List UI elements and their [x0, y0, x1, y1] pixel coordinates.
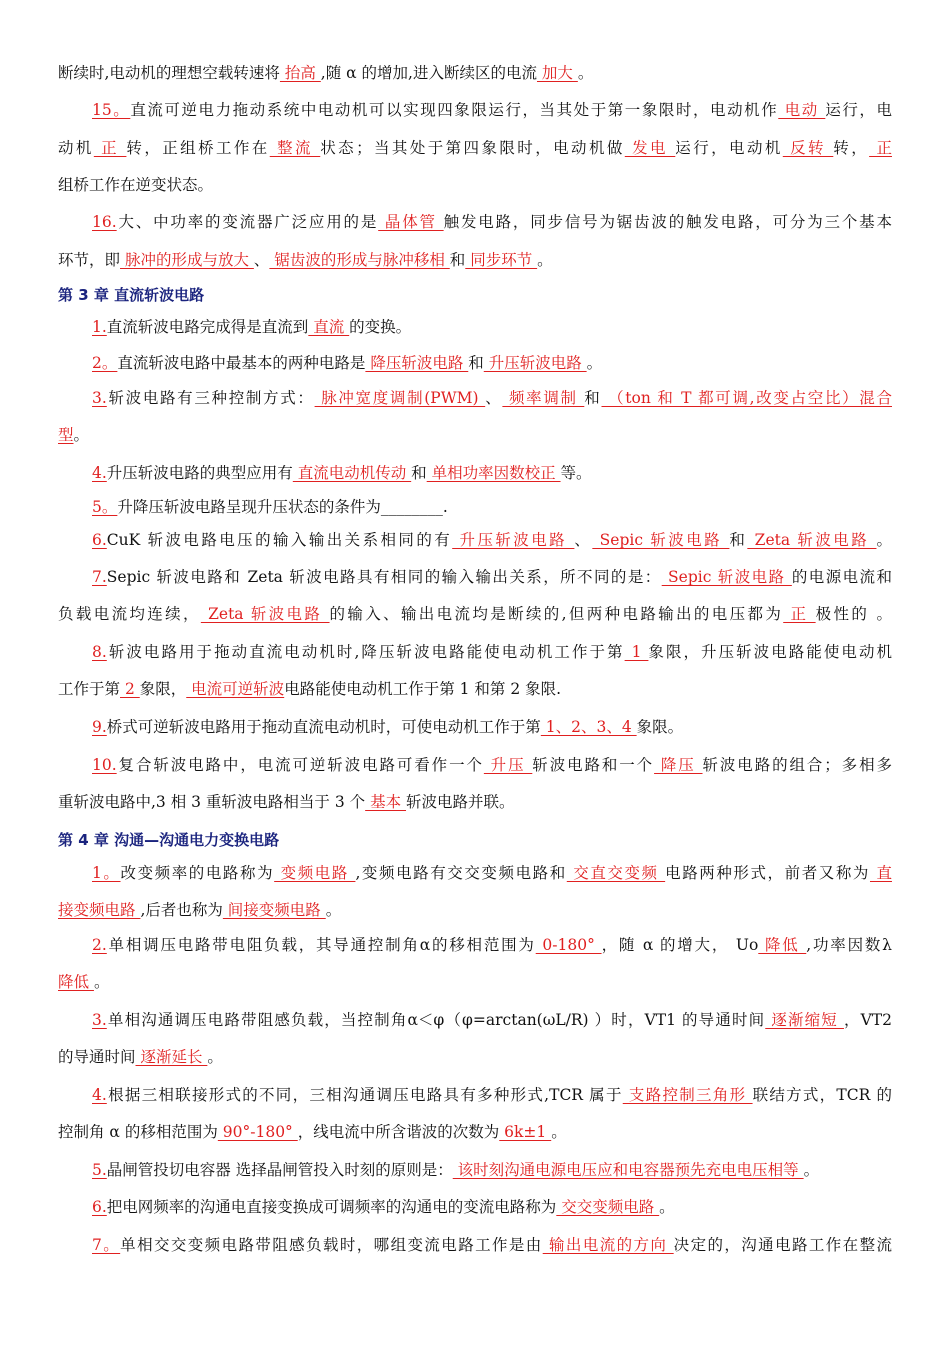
body-text: 电路能使电动机工作于第 1 和第 2 象限. [284, 680, 562, 698]
body-text: 的电源电流和 [791, 568, 892, 586]
answer-text: 16. [92, 213, 117, 231]
text-line [58, 971, 892, 993]
answer-text: 直流 [308, 318, 350, 336]
body-text: 象限。 [636, 718, 684, 736]
body-text: 升压斩波电路的典型应用有 [106, 464, 293, 482]
text-line [58, 387, 892, 409]
body-text: 运行，电动机 [675, 139, 783, 157]
body-text: 把电网频率的沟通电直接变换成可调频率的沟通电的变流电路称为 [106, 1198, 557, 1216]
answer-text: 正 [783, 605, 816, 623]
body-text: 的输入、输出电流均是断续的,但两种电路输出的电压都为 [329, 605, 784, 623]
body-text: 极性的 。 [815, 605, 892, 623]
body-text: Sepic 斩波电路和 Zeta 斩波电路具有相同的输入输出关系，所不同的是： [106, 568, 662, 586]
body-text: 和 [584, 389, 602, 407]
answer-text: 型 [58, 426, 74, 444]
answer-text: Zeta 斩波电路 [200, 605, 330, 623]
body-text: ，VT2 [843, 1011, 892, 1029]
body-text: 直流斩波电路完成得是直流到 [106, 318, 309, 336]
text-line [58, 211, 892, 233]
answer-text: 加大 [536, 64, 578, 82]
body-text: 直流可逆电力拖动系统中电动机可以实现四象限运行，当其处于第一象限时，电动机作 [130, 101, 779, 119]
answer-text: 7. [92, 568, 107, 586]
body-text: 联结方式，TCR 的 [752, 1086, 893, 1104]
answer-text: 脉冲的形成与放大 [120, 251, 254, 269]
text-line [58, 99, 892, 121]
answer-text: 6. [92, 531, 107, 549]
answer-text: 8. [92, 643, 107, 661]
body-text: 根据三相联接形式的不同，三相沟通调压电路具有多种形式,TCR 属于 [106, 1086, 623, 1104]
answer-text: 15。 [92, 101, 131, 119]
text-line [58, 137, 892, 159]
text-line [58, 424, 892, 446]
body-text: ,随 α 的增加,进入断续区的电流 [320, 64, 537, 82]
answer-text: 输出电流的方向 [542, 1236, 674, 1254]
body-text: 。 [93, 973, 110, 991]
body-text: 。 [551, 1123, 567, 1141]
answer-text: 交直交变频 [566, 864, 666, 882]
answer-text: 1、2、3、4 [540, 718, 637, 736]
answer-text: 同步环节 [465, 251, 538, 269]
body-text: 。 [207, 1048, 223, 1066]
answer-text: 直流电动机传动 [292, 464, 412, 482]
text-line [58, 716, 892, 738]
body-text: 。 [586, 354, 603, 372]
answer-text: 正 [93, 139, 127, 157]
answer-text: 1。 [92, 864, 121, 882]
answer-text: 升压斩波电路 [452, 531, 575, 549]
answer-text: 整流 [269, 139, 321, 157]
body-text: CuK 斩波电路电压的输入输出关系相同的有 [106, 531, 453, 549]
body-text: 和 [411, 464, 427, 482]
body-text: 断续时,电动机的理想空载转速将 [58, 64, 280, 82]
text-line [58, 934, 892, 956]
text-line [58, 641, 892, 663]
answer-text: 电流可逆斩波 [186, 680, 285, 698]
answer-text: 6k±1 [499, 1123, 552, 1141]
text-line [58, 754, 892, 776]
answer-text: Zeta 斩波电路 [747, 531, 877, 549]
body-text: 晶闸管投切电容器 选择晶闸管投入时刻的原则是： [106, 1161, 453, 1179]
body-text: 运行，电 [825, 101, 892, 119]
answer-text: 锯齿波的形成与脉冲移相 [269, 251, 450, 269]
text-line [58, 603, 892, 625]
body-text: 动机 [58, 139, 94, 157]
answer-text: 1. [92, 318, 107, 336]
answer-text: 2。 [92, 354, 118, 372]
body-text: 。 [803, 1161, 820, 1179]
answer-text: 2 [120, 680, 140, 698]
answer-text: 支路控制三角形 [622, 1086, 753, 1104]
answer-text: 反转 [782, 139, 834, 157]
text-line [58, 791, 892, 813]
body-text: 和 [468, 354, 484, 372]
body-text: 组桥工作在逆变状态。 [58, 176, 214, 194]
answer-text: 0-180° [535, 936, 602, 954]
body-text: 大、中功率的变流器广泛应用的是 [116, 213, 379, 231]
body-text: 转， [833, 139, 870, 157]
body-text: ，线电流中所含谐波的次数为 [297, 1123, 500, 1141]
text-line [58, 1046, 892, 1068]
answer-text: 1 [624, 643, 649, 661]
body-text: 。 [537, 251, 553, 269]
body-text: 。 [73, 426, 90, 444]
body-text: 斩波电路用于拖动直流电动机时,降压斩波电路能使电动机工作于第 [106, 643, 625, 661]
text-line [58, 566, 892, 588]
answer-text: 电动 [778, 101, 826, 119]
text-line [58, 62, 892, 84]
body-text: 第 3 章 直流斩波电路 [58, 286, 205, 304]
answer-text: 5. [92, 1161, 107, 1179]
answer-text: 3. [92, 389, 107, 407]
body-text: 斩波电路和一个 [532, 756, 655, 774]
answer-text: 降低 [758, 936, 807, 954]
body-text: 的导通时间 [58, 1048, 136, 1066]
answer-text: 抬高 [279, 64, 321, 82]
text-line [58, 678, 892, 700]
answer-text: 降低 [58, 973, 94, 991]
answer-text: 交交变频电路 [556, 1198, 660, 1216]
body-text: 象限，升压斩波电路能使电动机 [648, 643, 892, 661]
body-text: 等。 [560, 464, 592, 482]
chapter-heading [58, 829, 892, 851]
text-line [58, 1159, 892, 1181]
body-text: 桥式可逆斩波电路用于拖动直流电动机时，可使电动机工作于第 [106, 718, 541, 736]
body-text: 斩波电路有三种控制方式： [106, 389, 315, 407]
chapter-heading [58, 284, 892, 306]
body-text: ,变频电路有交交变频电路和 [355, 864, 567, 882]
text-line [58, 352, 892, 374]
body-text: 状态；当其处于第四象限时，电动机做 [320, 139, 625, 157]
body-text: 。 [325, 901, 342, 919]
body-text: 和 [729, 531, 748, 549]
body-text: 第 4 章 沟通—沟通电力变换电路 [58, 831, 280, 849]
body-text: 升降压斩波电路呈现升压状态的条件为 [117, 498, 381, 516]
text-line [58, 1084, 892, 1106]
body-text: 工作于第 [58, 680, 121, 698]
text-line [58, 862, 892, 884]
body-text: 斩波电路的组合；多相多 [702, 756, 892, 774]
answer-text: 7。 [92, 1236, 121, 1254]
body-text: 单相调压电路带电阻负载，其导通控制角α的移相范围为 [106, 936, 536, 954]
body-text: 。 [659, 1198, 675, 1216]
body-text: 转，正组桥工作在 [126, 139, 270, 157]
text-line [58, 529, 892, 551]
answer-text: 基本 [365, 793, 407, 811]
answer-text: （ton 和 T 都可调,改变占空比）混合 [601, 389, 892, 407]
answer-text: 单相功率因数校正 [426, 464, 561, 482]
body-text: 决定的，沟通电路工作在整流 [673, 1236, 892, 1254]
body-text: ________. [380, 498, 448, 516]
body-text: 。 [577, 64, 594, 82]
answer-text: 降压斩波电路 [365, 354, 469, 372]
answer-text: 2. [92, 936, 107, 954]
answer-text: 变频电路 [274, 864, 356, 882]
body-text: 的变换。 [349, 318, 412, 336]
text-line [58, 1234, 892, 1256]
text-line [58, 1009, 892, 1031]
body-text: 、 [253, 251, 270, 269]
body-text: 改变频率的电路称为 [120, 864, 275, 882]
answer-text: 9. [92, 718, 107, 736]
answer-text: 升压斩波电路 [483, 354, 587, 372]
answer-text: 6. [92, 1198, 107, 1216]
body-text: 象限， [139, 680, 187, 698]
answer-text: 90°-180° [217, 1123, 298, 1141]
answer-text: 逐渐缩短 [765, 1011, 844, 1029]
text-line [58, 1121, 892, 1143]
answer-text: 晶体管 [378, 213, 444, 231]
answer-text: 直 [869, 864, 892, 882]
text-line [58, 174, 892, 196]
answer-text: 4. [92, 1086, 107, 1104]
body-text: 、 [485, 389, 503, 407]
answer-text: 正 [869, 139, 892, 157]
body-text: 重斩波电路中,3 相 3 重斩波电路相当于 3 个 [58, 793, 366, 811]
body-text: ,功率因数λ [806, 936, 892, 954]
body-text: 单相交交变频电路带阻感负载时，哪组变流电路工作是由 [120, 1236, 543, 1254]
body-text: 直流斩波电路中最基本的两种电路是 [117, 354, 366, 372]
text-line [58, 462, 892, 484]
text-line [58, 249, 892, 271]
text-line [58, 1196, 892, 1218]
body-text: 电路两种形式，前者又称为 [665, 864, 870, 882]
answer-text: 该时刻沟通电源电压应和电容器预先充电电压相等 [452, 1161, 804, 1179]
answer-text: 降压 [654, 756, 703, 774]
body-text: 负载电流均连续， [58, 605, 201, 623]
body-text: 复合斩波电路中，电流可逆斩波电路可看作一个 [116, 756, 484, 774]
answer-text: 4. [92, 464, 107, 482]
answer-text: 间接变频电路 [222, 901, 326, 919]
answer-text: 5。 [92, 498, 118, 516]
answer-text: 升压 [483, 756, 533, 774]
answer-text: 接变频电路 [58, 901, 141, 919]
body-text: 斩波电路并联。 [406, 793, 515, 811]
answer-text: 逐渐延长 [135, 1048, 208, 1066]
text-line [58, 316, 892, 338]
body-text: ，随 α 的增大， Uo [601, 936, 759, 954]
body-text: 环节，即 [58, 251, 121, 269]
body-text: 单相沟通调压电路带阻感负载，当控制角α＜φ（φ=arctan(ωL/R) ）时，VT1 的导通时间 [106, 1011, 766, 1029]
answer-text: 10. [92, 756, 117, 774]
answer-text: 3. [92, 1011, 107, 1029]
body-text: ,后者也称为 [140, 901, 223, 919]
body-text: 和 [449, 251, 466, 269]
body-text: 控制角 α 的移相范围为 [58, 1123, 218, 1141]
text-line [58, 496, 892, 518]
body-text: 触发电路，同步信号为锯齿波的触发电路，可分为三个基本 [443, 213, 892, 231]
answer-text: 脉冲宽度调制(PWM) [314, 389, 486, 407]
answer-text: 发电 [624, 139, 676, 157]
answer-text: 频率调制 [502, 389, 585, 407]
text-line [58, 899, 892, 921]
body-text: 。 [876, 531, 892, 549]
answer-text: Sepic 斩波电路 [661, 568, 792, 586]
body-text: 、 [574, 531, 593, 549]
answer-text: Sepic 斩波电路 [592, 531, 730, 549]
